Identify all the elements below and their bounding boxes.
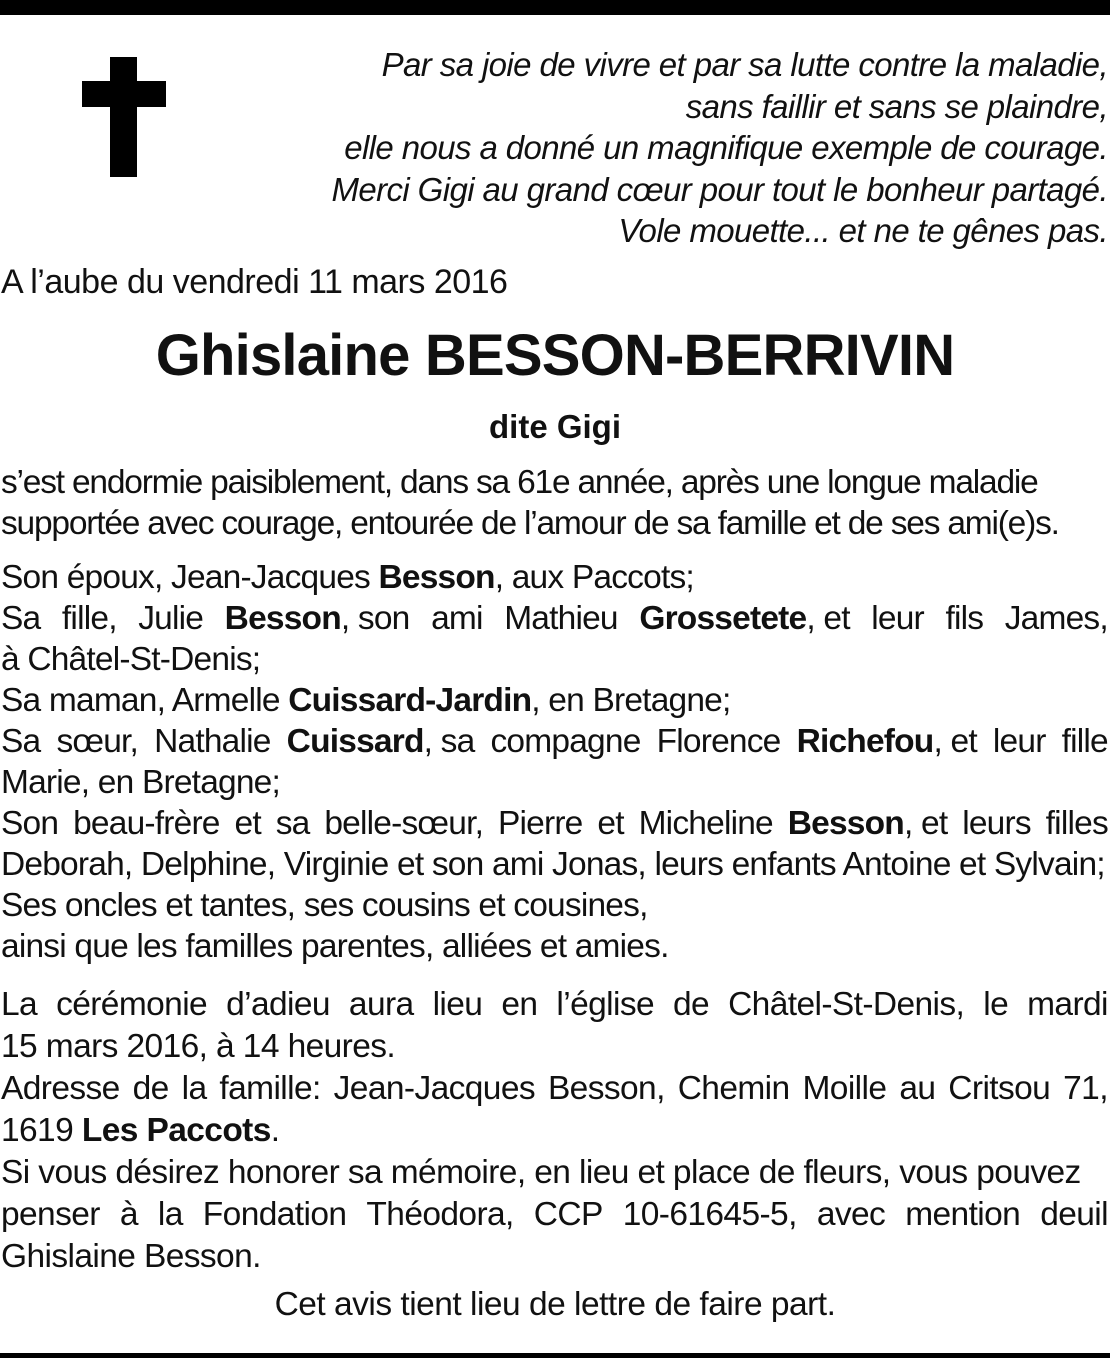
death-date-line: A l’aube du vendredi 11 mars 2016 [1, 263, 508, 301]
bottom-rule [0, 1353, 1110, 1358]
intro-line: s’est endormie paisiblement, dans sa 61e année, après une longue maladie [1, 464, 1038, 501]
family-sister-location: Marie, en Bretagne; [1, 764, 281, 801]
family-address-line: Adresse de la famille: Jean-Jacques Besson, Chemin Moille au Critsou 71, [1, 1070, 1108, 1107]
donation-foundation-line: penser à la Fondation Théodora, CCP 10-61645-5, avec mention deuil [1, 1196, 1108, 1233]
family-inlaws: Son beau-frère et sa belle-sœur, Pierre et Micheline Besson, et leurs filles [1, 805, 1108, 842]
top-rule [0, 0, 1110, 15]
poem-line: Merci Gigi au grand cœur pour tout le bonheur partagé. [331, 170, 1108, 208]
poem-line: sans faillir et sans se plaindre, [685, 87, 1108, 125]
family-relatives: Ses oncles et tantes, ses cousins et cousines, [1, 887, 648, 924]
poem-line: Par sa joie de vivre et par sa lutte contre la maladie, [381, 46, 1108, 83]
announcement-intro [1, 462, 1108, 544]
cross-icon [82, 57, 166, 177]
family-families: ainsi que les familles parentes, alliées et amies. [1, 928, 669, 965]
ceremony-datetime: 15 mars 2016, à 14 heures. [1, 1028, 396, 1065]
closing-note: Cet avis tient lieu de lettre de faire part. [274, 1286, 836, 1323]
family-address-locality: 1619 Les Paccots. [1, 1112, 280, 1149]
deceased-name: Ghislaine BESSON-BERRIVIN [155, 323, 955, 388]
donation-mention: Ghislaine Besson. [1, 1238, 261, 1275]
donation-line: Si vous désirez honorer sa mémoire, en lieu et place de fleurs, vous pouvez [1, 1154, 1081, 1191]
intro-line: supportée avec courage, entourée de l’amour de sa famille et de ses ami(e)s. [1, 505, 1059, 542]
poem-line: Vole mouette... et ne te gênes pas. [618, 212, 1108, 249]
practical-info [1, 984, 1108, 1278]
poem-line: elle nous a donné un magnifique exemple de courage. [344, 129, 1108, 166]
family-spouse: Son époux, Jean-Jacques Besson, aux Paccots; [1, 559, 694, 596]
ceremony-line: La cérémonie d’adieu aura lieu en l’église de Châtel-St-Denis, le mardi [1, 986, 1108, 1023]
family-list [1, 557, 1108, 967]
family-mother: Sa maman, Armelle Cuissard-Jardin, en Bretagne; [1, 682, 731, 719]
family-inlaws-children: Deborah, Delphine, Virginie et son ami Jonas, leurs enfants Antoine et Sylvain; [1, 846, 1105, 883]
memorial-poem [228, 44, 1108, 252]
deceased-nickname: dite Gigi [489, 408, 621, 445]
family-daughter: Sa fille, Julie Besson, son ami Mathieu Grossetete, et leur fils James, [1, 600, 1108, 637]
family-daughter-location: à Châtel-St-Denis; [1, 641, 261, 678]
family-sister: Sa sœur, Nathalie Cuissard, sa compagne Florence Richefou, et leur fille [1, 723, 1108, 760]
